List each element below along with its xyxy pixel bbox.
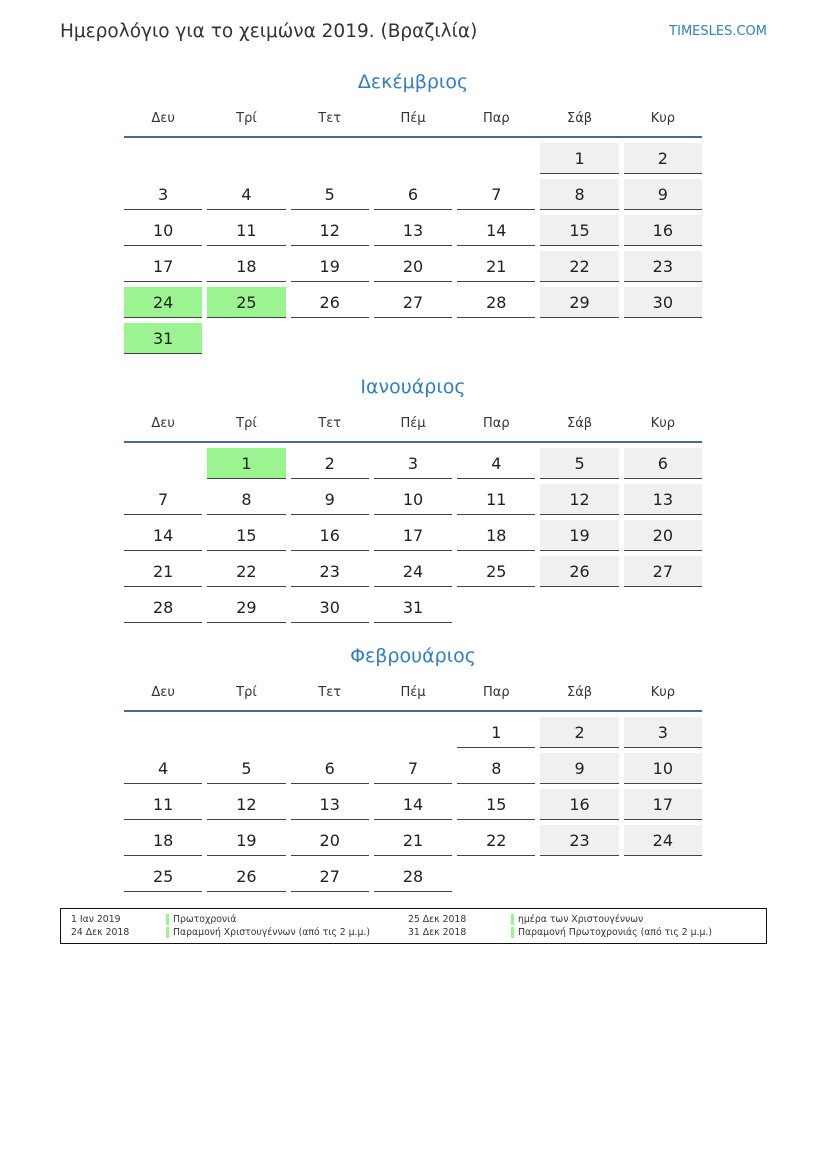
day-cell: 7 bbox=[457, 179, 535, 210]
holiday-color-swatch bbox=[511, 914, 514, 925]
day-cell: 4 bbox=[457, 448, 535, 479]
weekend-day-cell: 16 bbox=[540, 789, 618, 820]
day-cell: 18 bbox=[457, 520, 535, 551]
day-cell: 21 bbox=[374, 825, 452, 856]
empty-day-cell bbox=[374, 717, 452, 748]
day-grid bbox=[124, 448, 702, 623]
holiday-day-cell: 24 bbox=[124, 287, 202, 318]
weekend-day-cell: 19 bbox=[540, 520, 618, 551]
day-cell: 19 bbox=[291, 251, 369, 282]
day-cell: 7 bbox=[374, 753, 452, 784]
weekday-label: Τετ bbox=[318, 111, 342, 126]
empty-day-cell bbox=[291, 717, 369, 748]
day-cell: 25 bbox=[124, 861, 202, 892]
empty-day-cell bbox=[457, 592, 535, 623]
weekend-day-cell: 30 bbox=[624, 287, 702, 318]
day-grid bbox=[124, 143, 702, 354]
day-cell: 28 bbox=[457, 287, 535, 318]
weekday-label: Κυρ bbox=[650, 111, 675, 126]
day-cell: 20 bbox=[291, 825, 369, 856]
empty-day-cell bbox=[374, 143, 452, 174]
empty-day-cell bbox=[457, 861, 535, 892]
empty-day-cell bbox=[291, 323, 369, 354]
empty-day-cell bbox=[124, 448, 202, 479]
day-cell: 26 bbox=[291, 287, 369, 318]
holiday-day-cell: 31 bbox=[124, 323, 202, 354]
empty-day-cell bbox=[624, 323, 702, 354]
empty-day-cell bbox=[624, 861, 702, 892]
empty-day-cell bbox=[540, 861, 618, 892]
day-cell: 9 bbox=[291, 484, 369, 515]
legend-item bbox=[71, 913, 408, 926]
weekday-label: Τετ bbox=[318, 685, 342, 700]
day-cell: 21 bbox=[457, 251, 535, 282]
day-cell: 6 bbox=[374, 179, 452, 210]
weekday-label: Τρί bbox=[236, 111, 257, 126]
weekend-day-cell: 1 bbox=[540, 143, 618, 174]
weekday-label: Σάβ bbox=[567, 685, 593, 700]
holiday-day-cell: 1 bbox=[207, 448, 285, 479]
day-cell: 13 bbox=[291, 789, 369, 820]
weekend-day-cell: 27 bbox=[624, 556, 702, 587]
empty-day-cell bbox=[624, 592, 702, 623]
empty-day-cell bbox=[207, 143, 285, 174]
weekend-day-cell: 26 bbox=[540, 556, 618, 587]
legend-item bbox=[408, 926, 766, 939]
weekend-day-cell: 23 bbox=[540, 825, 618, 856]
empty-day-cell bbox=[457, 143, 535, 174]
weekend-day-cell: 9 bbox=[540, 753, 618, 784]
day-cell: 12 bbox=[207, 789, 285, 820]
site-link[interactable]: TIMESLES.COM bbox=[669, 24, 767, 39]
day-cell: 10 bbox=[124, 215, 202, 246]
holiday-day-cell: 25 bbox=[207, 287, 285, 318]
weekday-label: Πέμ bbox=[400, 416, 426, 431]
holiday-date: 31 Δεκ 2018 bbox=[408, 927, 467, 938]
day-cell: 22 bbox=[207, 556, 285, 587]
day-cell: 13 bbox=[374, 215, 452, 246]
day-cell: 27 bbox=[374, 287, 452, 318]
empty-day-cell bbox=[124, 717, 202, 748]
day-cell: 22 bbox=[457, 825, 535, 856]
weekday-header-row bbox=[124, 683, 702, 712]
day-cell: 21 bbox=[124, 556, 202, 587]
weekday-label: Σάβ bbox=[567, 416, 593, 431]
weekend-day-cell: 20 bbox=[624, 520, 702, 551]
day-cell: 7 bbox=[124, 484, 202, 515]
holiday-color-swatch bbox=[166, 914, 169, 925]
month-title: Ιανουάριος bbox=[360, 376, 466, 398]
month-title: Δεκέμβριος bbox=[357, 71, 469, 93]
empty-day-cell bbox=[207, 717, 285, 748]
day-cell: 28 bbox=[374, 861, 452, 892]
empty-day-cell bbox=[124, 143, 202, 174]
weekend-day-cell: 29 bbox=[540, 287, 618, 318]
weekend-day-cell: 8 bbox=[540, 179, 618, 210]
day-cell: 20 bbox=[374, 251, 452, 282]
day-cell: 16 bbox=[291, 520, 369, 551]
month-calendar bbox=[124, 70, 702, 354]
weekday-label: Κυρ bbox=[650, 685, 675, 700]
empty-day-cell bbox=[207, 323, 285, 354]
empty-day-cell bbox=[540, 592, 618, 623]
day-cell: 4 bbox=[124, 753, 202, 784]
weekday-label: Παρ bbox=[482, 111, 510, 126]
day-cell: 18 bbox=[124, 825, 202, 856]
day-cell: 5 bbox=[207, 753, 285, 784]
holiday-date: 24 Δεκ 2018 bbox=[71, 927, 130, 938]
day-cell: 17 bbox=[124, 251, 202, 282]
empty-day-cell bbox=[540, 323, 618, 354]
day-cell: 18 bbox=[207, 251, 285, 282]
day-cell: 11 bbox=[457, 484, 535, 515]
weekend-day-cell: 9 bbox=[624, 179, 702, 210]
month-calendar bbox=[124, 375, 702, 623]
weekend-day-cell: 2 bbox=[540, 717, 618, 748]
day-cell: 24 bbox=[374, 556, 452, 587]
weekend-day-cell: 10 bbox=[624, 753, 702, 784]
holiday-name: Παραμονή Χριστουγέννων (από τις 2 μ.μ.) bbox=[173, 927, 371, 938]
weekday-label: Κυρ bbox=[650, 416, 675, 431]
day-cell: 10 bbox=[374, 484, 452, 515]
holiday-date: 1 Ιαν 2019 bbox=[71, 914, 121, 925]
weekday-label: Δευ bbox=[151, 416, 175, 431]
day-cell: 8 bbox=[457, 753, 535, 784]
weekday-label: Παρ bbox=[482, 685, 510, 700]
weekday-label: Παρ bbox=[482, 416, 510, 431]
month-title: Φεβρουάριος bbox=[350, 645, 476, 667]
weekend-day-cell: 13 bbox=[624, 484, 702, 515]
day-cell: 1 bbox=[457, 717, 535, 748]
holiday-name: ημέρα των Χριστουγέννων bbox=[518, 914, 644, 925]
holiday-name: Παραμονή Πρωτοχρονιάς (από τις 2 μ.μ.) bbox=[518, 927, 712, 938]
weekday-label: Δευ bbox=[151, 685, 175, 700]
day-cell: 4 bbox=[207, 179, 285, 210]
day-cell: 27 bbox=[291, 861, 369, 892]
weekend-day-cell: 5 bbox=[540, 448, 618, 479]
day-cell: 14 bbox=[124, 520, 202, 551]
weekend-day-cell: 22 bbox=[540, 251, 618, 282]
day-cell: 19 bbox=[207, 825, 285, 856]
weekday-label: Τετ bbox=[318, 416, 342, 431]
day-cell: 17 bbox=[374, 520, 452, 551]
day-cell: 28 bbox=[124, 592, 202, 623]
day-cell: 25 bbox=[457, 556, 535, 587]
day-cell: 15 bbox=[207, 520, 285, 551]
weekday-header-row bbox=[124, 109, 702, 138]
weekend-day-cell: 6 bbox=[624, 448, 702, 479]
weekday-header-row bbox=[124, 414, 702, 443]
weekend-day-cell: 15 bbox=[540, 215, 618, 246]
holiday-legend bbox=[60, 908, 767, 944]
day-cell: 14 bbox=[457, 215, 535, 246]
day-grid bbox=[124, 717, 702, 892]
page-title: Ημερολόγιο για το χειμώνα 2019. (Βραζιλία) bbox=[60, 21, 478, 42]
day-cell: 5 bbox=[291, 179, 369, 210]
weekday-label: Δευ bbox=[151, 111, 175, 126]
holiday-color-swatch bbox=[166, 927, 169, 938]
weekend-day-cell: 12 bbox=[540, 484, 618, 515]
day-cell: 11 bbox=[207, 215, 285, 246]
day-cell: 11 bbox=[124, 789, 202, 820]
weekend-day-cell: 2 bbox=[624, 143, 702, 174]
empty-day-cell bbox=[291, 143, 369, 174]
day-cell: 31 bbox=[374, 592, 452, 623]
day-cell: 6 bbox=[291, 753, 369, 784]
weekday-label: Πέμ bbox=[400, 685, 426, 700]
weekend-day-cell: 16 bbox=[624, 215, 702, 246]
weekday-label: Πέμ bbox=[400, 111, 426, 126]
holiday-name: Πρωτοχρονιά bbox=[173, 914, 237, 925]
weekday-label: Σάβ bbox=[567, 111, 593, 126]
day-cell: 12 bbox=[291, 215, 369, 246]
legend-item bbox=[71, 926, 408, 939]
holiday-color-swatch bbox=[511, 927, 514, 938]
day-cell: 23 bbox=[291, 556, 369, 587]
calendar-months bbox=[124, 70, 702, 892]
weekend-day-cell: 23 bbox=[624, 251, 702, 282]
weekday-label: Τρί bbox=[236, 416, 257, 431]
legend-item bbox=[408, 913, 766, 926]
weekday-label: Τρί bbox=[236, 685, 257, 700]
weekend-day-cell: 3 bbox=[624, 717, 702, 748]
day-cell: 3 bbox=[124, 179, 202, 210]
day-cell: 15 bbox=[457, 789, 535, 820]
weekend-day-cell: 17 bbox=[624, 789, 702, 820]
day-cell: 3 bbox=[374, 448, 452, 479]
day-cell: 29 bbox=[207, 592, 285, 623]
empty-day-cell bbox=[457, 323, 535, 354]
legend-column bbox=[408, 913, 766, 943]
day-cell: 26 bbox=[207, 861, 285, 892]
month-calendar bbox=[124, 644, 702, 892]
day-cell: 8 bbox=[207, 484, 285, 515]
day-cell: 30 bbox=[291, 592, 369, 623]
weekend-day-cell: 24 bbox=[624, 825, 702, 856]
page-header bbox=[60, 20, 767, 44]
day-cell: 14 bbox=[374, 789, 452, 820]
holiday-date: 25 Δεκ 2018 bbox=[408, 914, 467, 925]
empty-day-cell bbox=[374, 323, 452, 354]
legend-column bbox=[71, 913, 408, 943]
day-cell: 2 bbox=[291, 448, 369, 479]
